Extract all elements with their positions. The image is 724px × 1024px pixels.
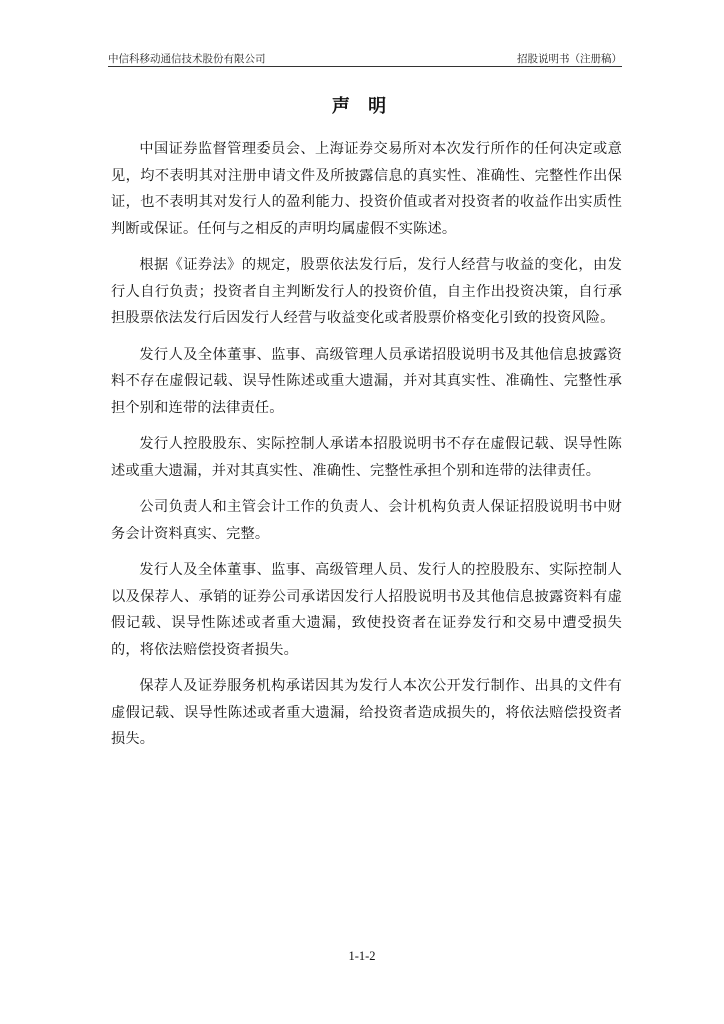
paragraph-regulator-disclaimer: 中国证券监督管理委员会、上海证券交易所对本次发行所作的任何决定或意见，均不表明其对注册申请文件及所披露信息的真实性、准确性、完整性作出保证，也不表明其对发行人的盈利能力、投资价值或者对投资者的收益作出实质性判断或保证。任何与之相反的声明均属虚假不实陈述。 — [111, 141, 622, 237]
declaration-body — [111, 136, 622, 763]
header-company-name: 中信科移动通信技术股份有限公司 — [108, 53, 266, 65]
paragraph-financial-accuracy: 公司负责人和主管会计工作的负责人、会计机构负责人保证招股说明书中财务会计资料真实、完整。 — [111, 499, 622, 542]
paragraph-compensation-commitment: 发行人及全体董事、监事、高级管理人员、发行人的控股股东、实际控制人以及保荐人、承销的证券公司承诺因发行人招股说明书及其他信息披露资料有虚假记载、误导性陈述或者重大遗漏，致使投资者在证券发行和交易中遭受损失的，将依法赔偿投资者损失。 — [111, 562, 622, 658]
page-title: 声 明 — [331, 96, 393, 117]
header-divider — [108, 66, 622, 67]
paragraph-directors-commitment: 发行人及全体董事、监事、高级管理人员承诺招股说明书及其他信息披露资料不存在虚假记载、误导性陈述或重大遗漏，并对其真实性、准确性、完整性承担个别和连带的法律责任。 — [111, 346, 622, 416]
header-document-type: 招股说明书（注册稿） — [517, 53, 622, 65]
paragraph-sponsor-commitment: 保荐人及证券服务机构承诺因其为发行人本次公开发行制作、出具的文件有虚假记载、误导性陈述或者重大遗漏，给投资者造成损失的，将依法赔偿投资者损失。 — [111, 678, 622, 747]
page-header — [108, 51, 622, 67]
paragraph-investment-risk: 根据《证券法》的规定，股票依法发行后，发行人经营与收益的变化，由发行人自行负责；投资者自主判断发行人的投资价值，自主作出投资决策，自行承担股票依法发行后因发行人经营与收益变化或者股票价格变化引致的投资风险。 — [111, 257, 622, 326]
page-number: 1-1-2 — [348, 949, 376, 963]
paragraph-controlling-shareholder-commitment: 发行人控股股东、实际控制人承诺本招股说明书不存在虚假记载、误导性陈述或重大遗漏，并对其真实性、准确性、完整性承担个别和连带的法律责任。 — [111, 436, 622, 479]
